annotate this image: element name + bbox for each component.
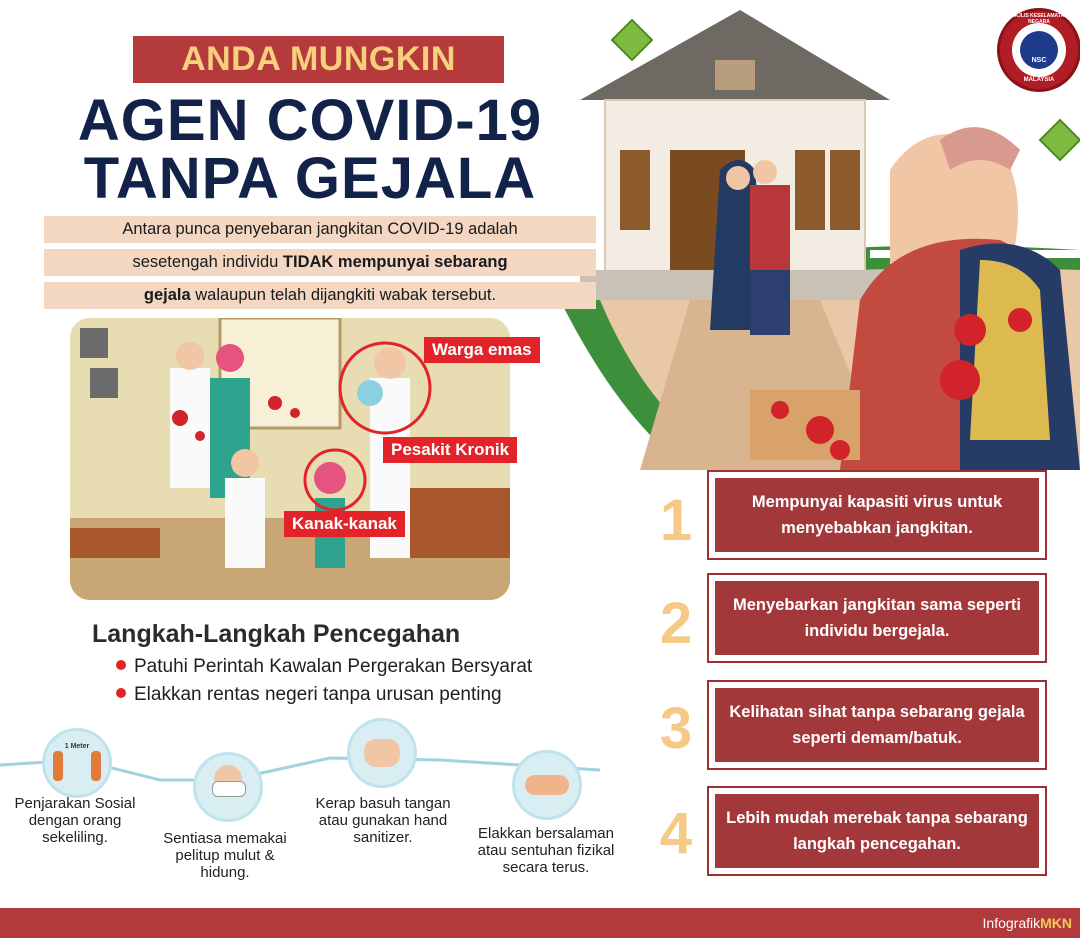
intro-line-2: sesetengah individu TIDAK mempunyai sebarang — [44, 249, 596, 276]
title-line-2: TANPA GEJALA — [83, 146, 537, 211]
bullet-dot-icon — [116, 688, 126, 698]
nsc-logo — [997, 8, 1080, 92]
prevention-bullet: Patuhi Perintah Kawalan Pergerakan Bersyarat — [116, 656, 532, 678]
point-number: 3 — [659, 696, 693, 761]
footer-bar — [0, 908, 1080, 938]
bullet-dot-icon — [116, 660, 126, 670]
handshake-icon — [512, 750, 582, 820]
point-text: Lebih mudah merebak tanpa sebarang langkah pencegahan. — [715, 794, 1039, 868]
title-line-1: AGEN COVID-19 — [77, 88, 543, 153]
point-number: 2 — [659, 591, 693, 656]
logo-center-text: NSC — [1031, 57, 1047, 64]
hand-wash-icon — [347, 718, 417, 788]
point-number: 1 — [659, 488, 693, 553]
point-box — [707, 470, 1047, 560]
social-distance-badge: 1 Meter — [64, 743, 90, 750]
caption-handshake: Elakkan bersalaman atau sentuhan fizikal secara terus. — [477, 825, 615, 876]
point-text: Mempunyai kapasiti virus untuk menyebabkan jangkitan. — [715, 478, 1039, 552]
label-pesakit-kronik: Pesakit Kronik — [383, 437, 517, 463]
social-distance-icon — [42, 728, 112, 798]
point-box — [707, 573, 1047, 663]
label-kanak-kanak: Kanak-kanak — [284, 511, 405, 537]
caption-hand-wash: Kerap basuh tangan atau gunakan hand sanitizer. — [315, 795, 451, 846]
footer-brand: InfografikMKN — [982, 915, 1072, 931]
point-box — [707, 786, 1047, 876]
label-warga-emas: Warga emas — [424, 337, 540, 363]
kicker-label: ANDA MUNGKIN — [133, 36, 504, 83]
point-text: Menyebarkan jangkitan sama seperti individu bergejala. — [715, 581, 1039, 655]
intro-line-1: Antara punca penyebaran jangkitan COVID-19 adalah — [44, 216, 596, 243]
point-text: Kelihatan sihat tanpa sebarang gejala seperti demam/batuk. — [715, 688, 1039, 762]
face-mask-icon — [193, 752, 263, 822]
point-box — [707, 680, 1047, 770]
intro-line-3: gejala walaupun telah dijangkiti wabak tersebut. — [44, 282, 596, 309]
prevention-bullet: Elakkan rentas negeri tanpa urusan penting — [116, 684, 502, 706]
caption-social-distance: Penjarakan Sosial dengan orang sekeliling. — [14, 795, 136, 846]
prevention-title: Langkah-Langkah Pencegahan — [92, 620, 461, 648]
logo-bottom-text: MALAYSIA — [1023, 77, 1055, 83]
point-number: 4 — [659, 801, 693, 866]
logo-top-text: MAJLIS KESELAMATAN NEGARA — [1010, 13, 1068, 25]
caption-face-mask: Sentiasa memakai pelitup mulut & hidung. — [163, 830, 287, 881]
